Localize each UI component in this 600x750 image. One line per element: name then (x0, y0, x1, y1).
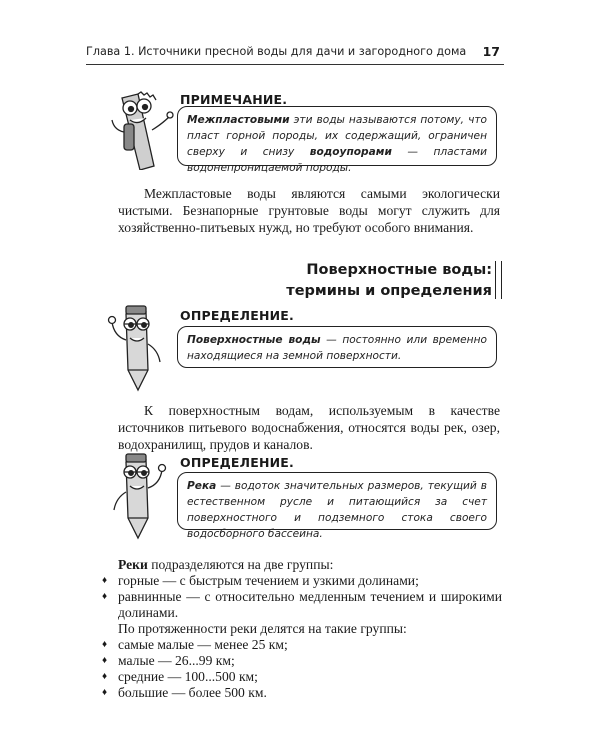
list-item: ♦ самые малые — менее 25 км; (102, 637, 502, 653)
note-title: ПРИМЕЧАНИЕ. (180, 92, 288, 107)
definition-term: Река (187, 480, 217, 492)
list-item: ♦ средние — 100...500 км; (102, 669, 502, 685)
section-heading-line-2: термины и определения (286, 283, 492, 299)
definition-title: ОПРЕДЕЛЕНИЕ. (180, 308, 294, 323)
note-term-1: Межпластовыми (187, 114, 290, 126)
rivers-lead-text: подразделяются на две группы: (147, 557, 334, 572)
pencil-mascot-icon (106, 448, 168, 540)
list-item: ♦ горные — с быстрым течением и узкими долинами; (102, 573, 502, 589)
heading-marker (495, 261, 502, 299)
definition-title: ОПРЕДЕЛЕНИЕ. (180, 455, 294, 470)
list-item: ♦ равнинные — с относительно медленным течением и широкими долинами. (102, 589, 502, 621)
list-item: ♦ большие — более 500 км. (102, 685, 502, 701)
saw-mascot-icon (104, 84, 176, 170)
note-term-2: водоупорами (309, 146, 392, 158)
chapter-title: Глава 1. Источники пресной воды для дачи и загородного дома (86, 45, 467, 58)
definition-box (177, 472, 497, 540)
rivers-list (118, 557, 502, 701)
list-item: ♦ малые — 26...99 км; (102, 653, 502, 669)
note-text-1: эти воды называются потому, что пласт горной породы, их содержащий, ограничен сверху и снизу (187, 114, 487, 158)
definition-text: — водоток значительных размеров, текущий в естественном русле и питающийся за счет поверхностного и подземного стока своего водосборного бассейна. (187, 480, 487, 540)
definition-text: — постоянно или временно находящиеся на земной поверхности. (187, 334, 488, 362)
rivers-term: Реки (118, 557, 148, 572)
paragraph-surface-sources: К поверхностным водам, используемым в качестве источников питьевого водоснабжения, относятся воды рек, озер, водохранилищ, прудов и каналов. (118, 403, 500, 452)
note-box (177, 106, 497, 174)
section-heading (286, 260, 492, 302)
section-heading-line-1: Поверхностные воды: (306, 262, 492, 278)
definition-box (177, 326, 497, 368)
paragraph-interstratal: Межпластовые воды являются самыми экологически чистыми. Безнапорные грунтовые воды могут служить для хозяйственно-питьевых нужд, но требуют особого внимания. (118, 186, 500, 235)
running-header (86, 44, 504, 65)
pencil-mascot-icon (106, 300, 168, 392)
note-text-2: — пластами водонепроницаемой породы. (187, 146, 487, 174)
length-lead: По протяженности реки делятся на такие группы: (118, 621, 407, 636)
rivers-lead (118, 557, 502, 573)
page-number: 17 (482, 44, 500, 59)
definition-term: Поверхностные воды (187, 334, 321, 346)
